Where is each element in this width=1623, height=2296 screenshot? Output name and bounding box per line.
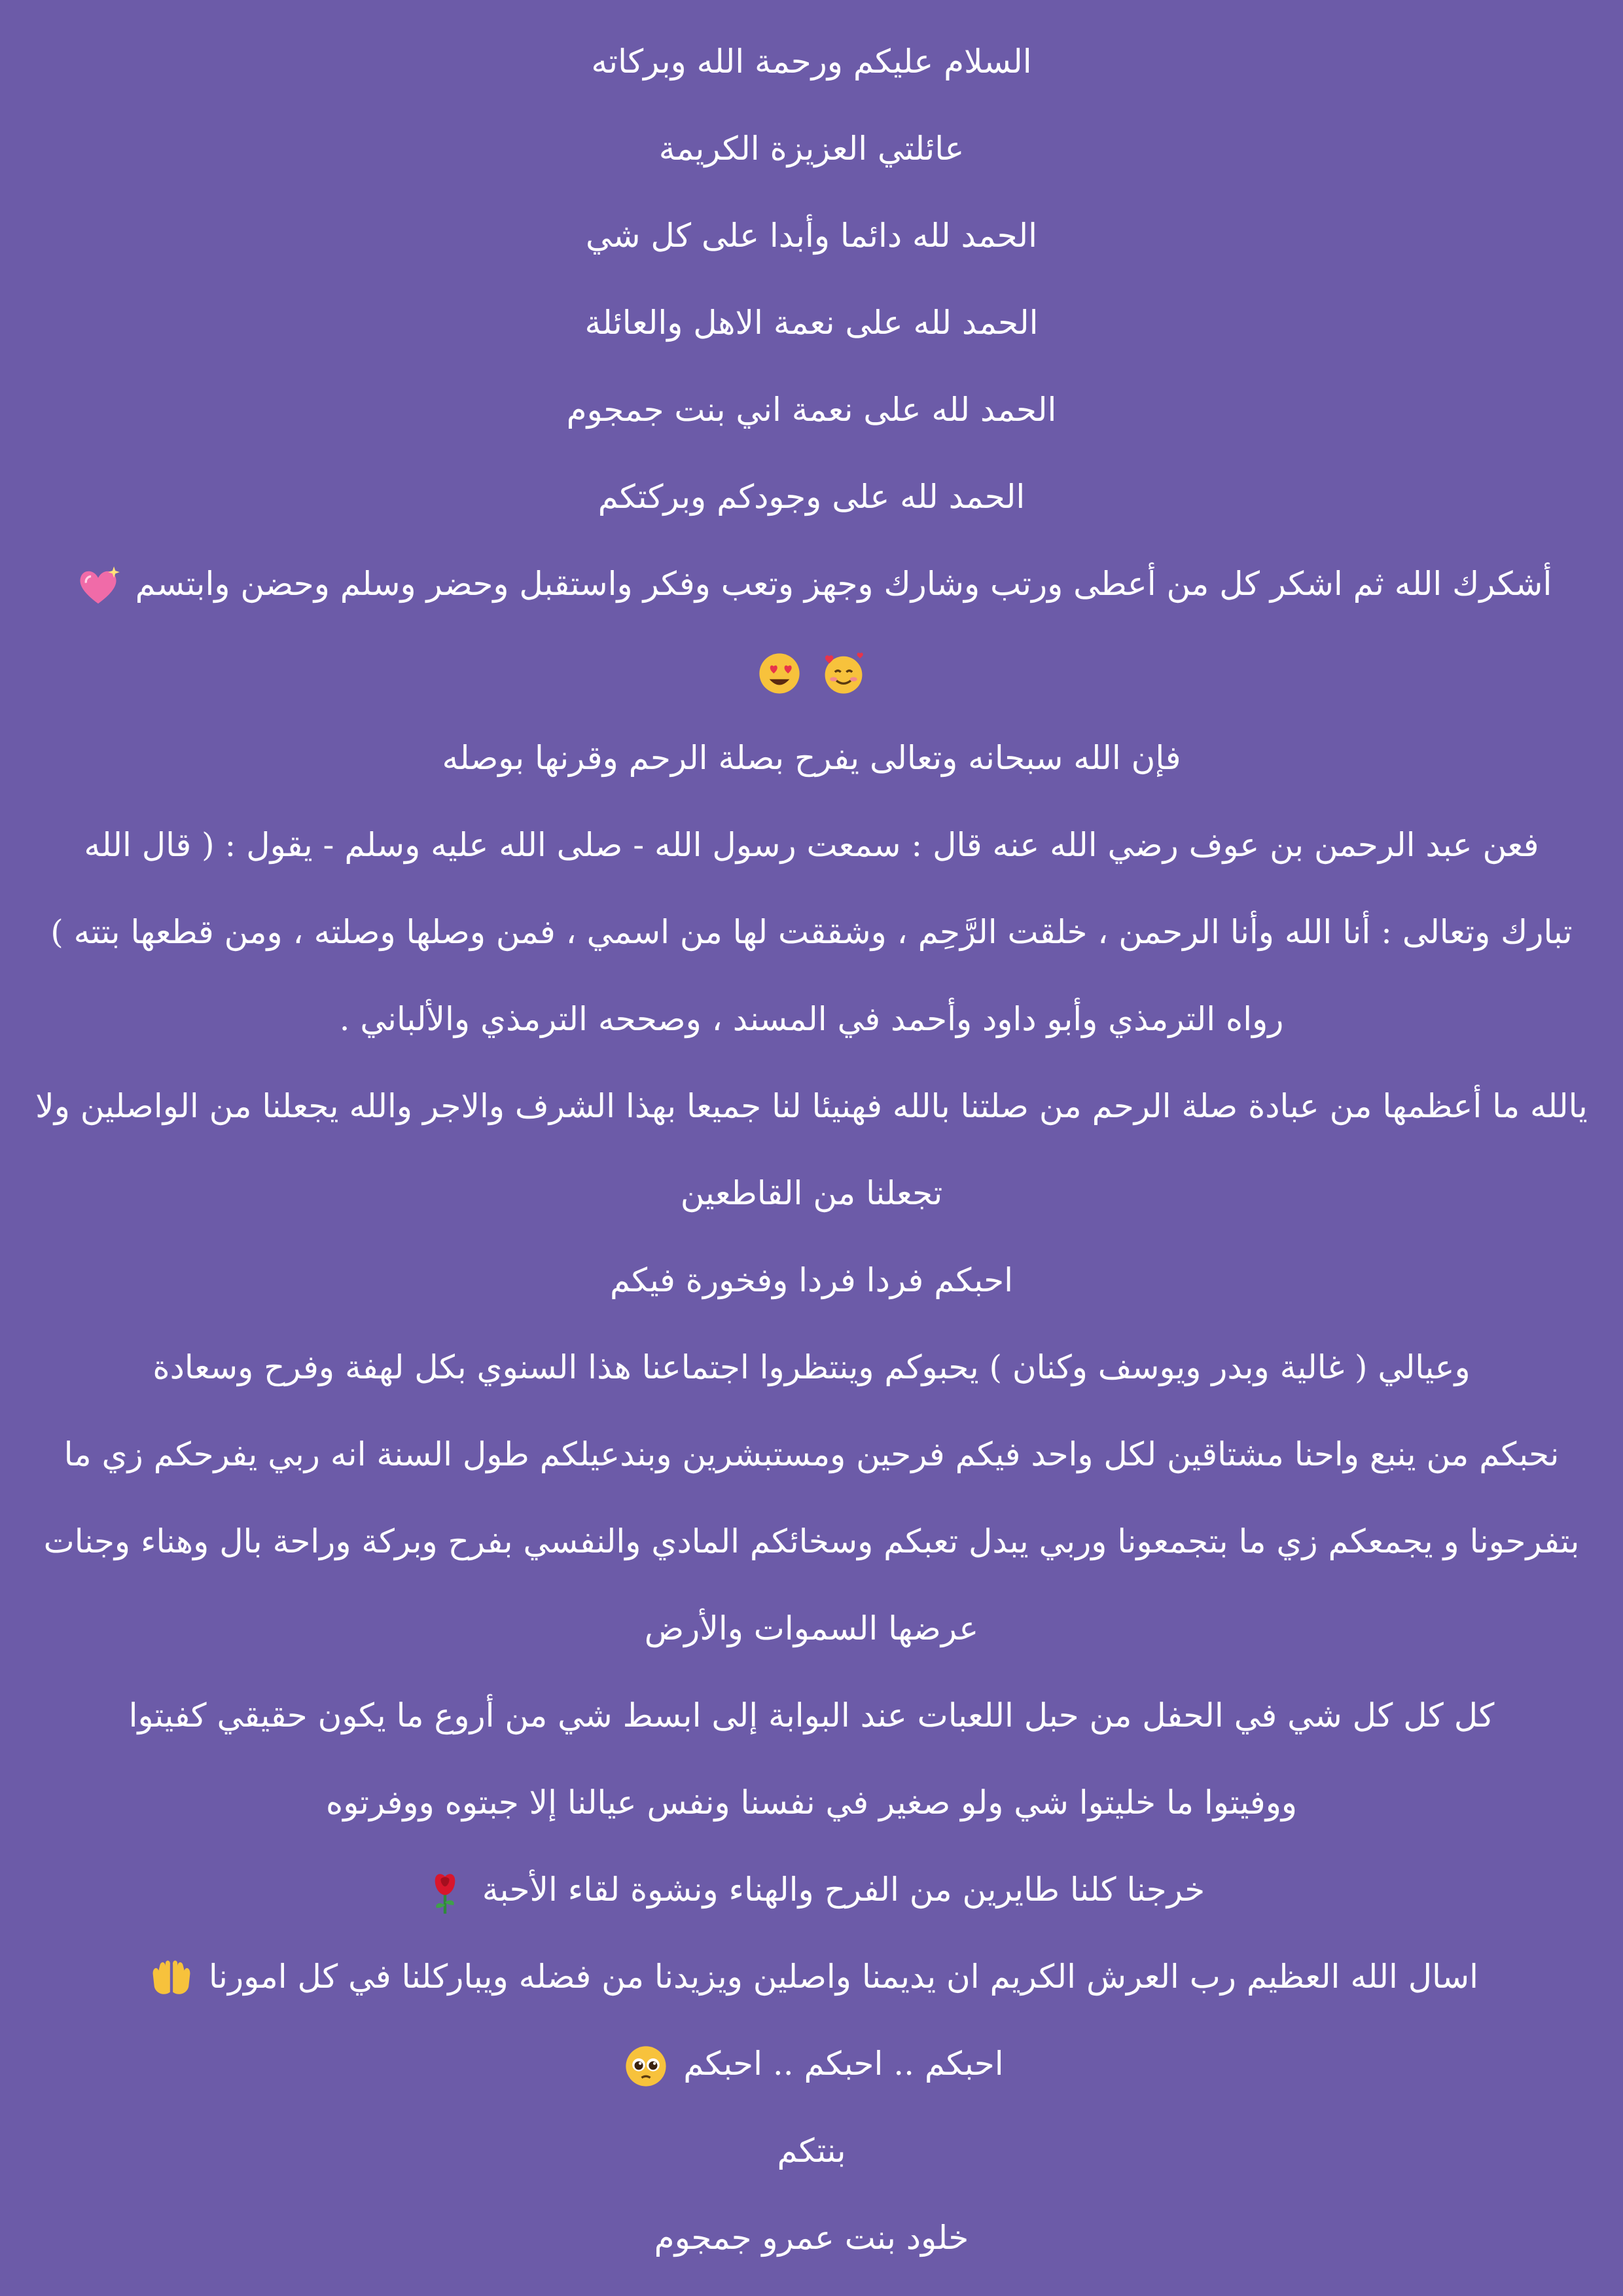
party-line-2: ووفيتوا ما خليتوا شي ولو صغير في نفسنا ونفس عيالنا إلا جبتوه ووفرتوه [326, 1784, 1297, 1821]
signature-label-line: بنتكم [777, 2132, 846, 2170]
longing-line-3: عرضها السموات والأرض [644, 1609, 979, 1647]
reflection-line-2: تجعلنا من القاطعين [680, 1174, 943, 1212]
greeting-line: السلام عليكم ورحمة الله وبركاته [591, 43, 1032, 81]
love-repeat-line: احبكم .. احبكم .. احبكم [26, 2020, 1597, 2108]
thanks-line: أشكرك الله ثم اشكر كل من أعطى ورتب وشارك وجهز وتعب وفكر واستقبل وحضر وسلم وحضن وابتسم [26, 541, 1597, 628]
hadith-source-line: رواه الترمذي وأبو داود وأحمد في المسند ، وصححه الترمذي والألباني . [339, 1000, 1284, 1038]
joy-line: خرجنا كلنا طايرين من الفرح والهناء ونشوة لقاء الأحبة [26, 1846, 1597, 1933]
silat-rahim-line: فإن الله سبحانه وتعالى يفرح بصلة الرحم وقرنها بوصله [442, 739, 1181, 777]
praise-line-3: الحمد لله على نعمة اني بنت جمجوم [566, 391, 1057, 429]
prayer-line: اسال الله العظيم رب العرش الكريم ان يديمنا واصلين ويزيدنا من فضله ويباركلنا في كل امورنا [26, 1933, 1597, 2020]
praise-line-2: الحمد لله على نعمة الاهل والعائلة [584, 304, 1039, 342]
palms-up-together-icon [149, 1956, 194, 2002]
smiling-face-with-hearts-icon [821, 651, 866, 696]
children-line: وعيالي ( غالية وبدر ويوسف وكنان ) يحبوكم وينتظروا اجتماعنا هذا السنوي بكل لهفة وفرح وسعادة [152, 1348, 1471, 1386]
love-line: احبكم فردا فردا وفخورة فيكم [609, 1261, 1013, 1299]
signature-name-line: خلود بنت عمرو جمجوم [654, 2219, 969, 2257]
pleading-face-icon [623, 2043, 669, 2089]
praise-line-1: الحمد لله دائما وأبدا على كل شي [585, 217, 1038, 255]
party-line-1: كل كل كل شي في الحفل من حبل اللعبات عند البوابة إلى ابسط شي من أروع ما يكون حقيقي كفيتوا [128, 1696, 1495, 1734]
longing-line-2: بتفرحونا و يجمعكم زي ما بتجمعونا وربي يبدل تعبكم وسخائكم المادي والنفسي بفرح وبركة وراحة بال وهناء وجنات [43, 1522, 1580, 1560]
hadith-line-2: تبارك وتعالى : أنا الله وأنا الرحمن ، خلقت الرَّحِم ، وشققت لها من اسمي ، فمن وصلها وصلته ، ومن قطعها بتته ) [50, 913, 1573, 951]
sparkling-heart-icon [75, 564, 121, 609]
hadith-line-1: فعن عبد الرحمن بن عوف رضي الله عنه قال : سمعت رسول الله - صلى الله عليه وسلم - يقول : ( قال الله [84, 826, 1539, 864]
longing-line-1: نحبكم من ينبع واحنا مشتاقين لكل واحد فيكم فرحين ومستبشرين وبندعيلكم طول السنة انه ربي يفرحكم زي ما [63, 1435, 1560, 1473]
emoji-line [26, 628, 1597, 715]
praise-line-4: الحمد لله على وجودكم وبركتكم [597, 478, 1026, 516]
rose-icon [422, 1869, 468, 1915]
reflection-line-1: يالله ما أعظمها من عبادة صلة الرحم من صلتنا بالله فهنيئا لنا جميعا بهذا الشرف والاجر والله يجعلنا من الواصلين ولا [35, 1087, 1588, 1125]
heart-eyes-face-icon [757, 651, 802, 696]
family-address-line: عائلتي العزيزة الكريمة [658, 130, 965, 168]
